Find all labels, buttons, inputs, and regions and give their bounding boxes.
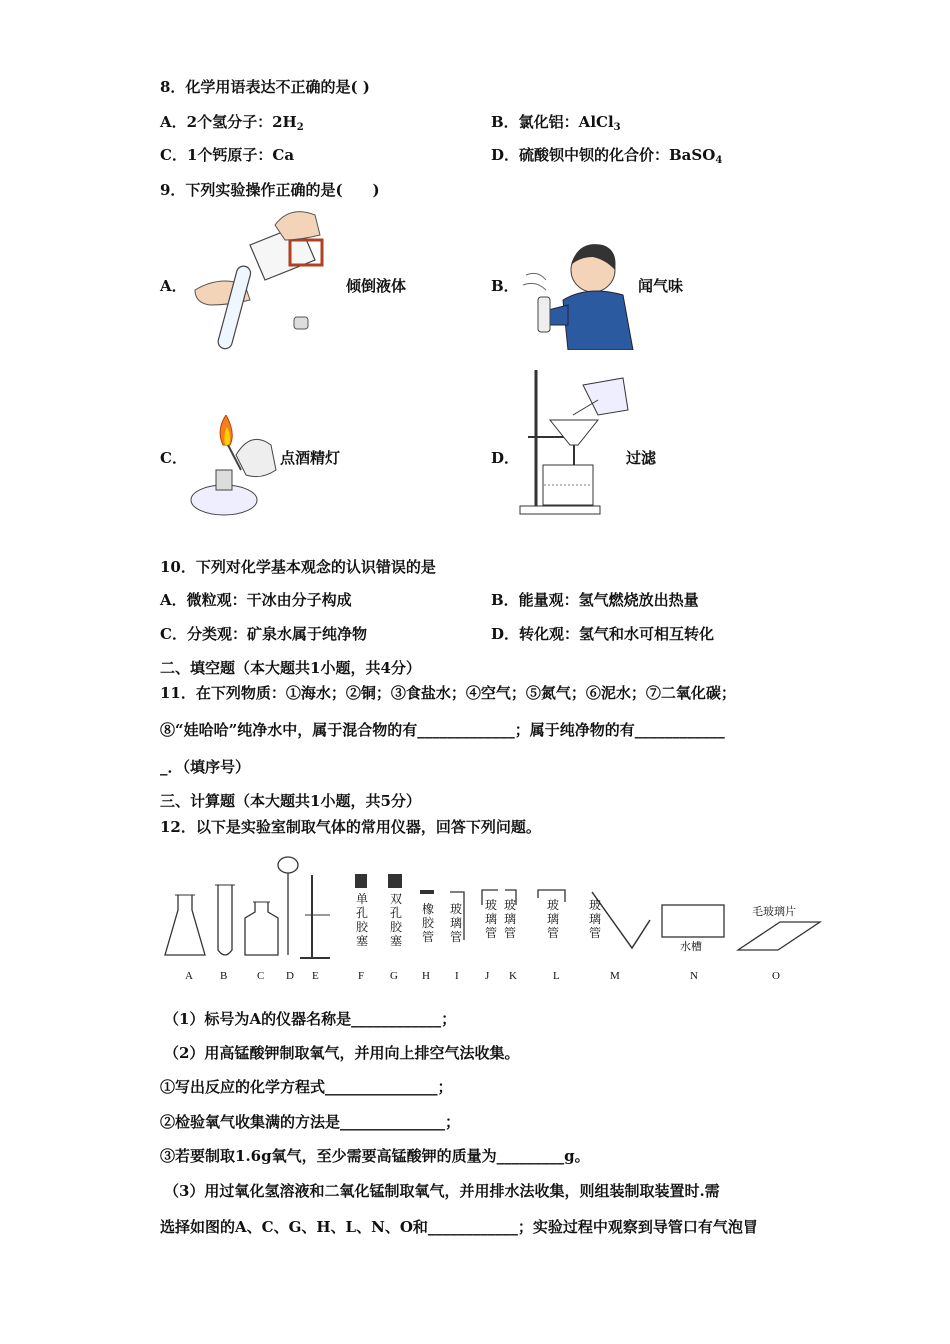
q8-stem: 8．化学用语表达不正确的是( ) (160, 78, 370, 96)
q9-option-a-caption: 倾倒液体 (346, 277, 407, 295)
q11-line-1: 11．在下列物质：①海水；②铜；③食盐水；④空气；⑤氮气；⑥泥水；⑦二氧化碳； (160, 684, 736, 702)
label-o-text: 毛玻璃片 (752, 905, 796, 918)
q12-part-2-c: ③若要制取1.6g氧气，至少需要高锰酸钾的质量为_________g。 (160, 1147, 590, 1165)
q11-line-3: _．（填序号） (160, 758, 251, 776)
apparatus-label-d: D (286, 970, 294, 982)
label-i-text: 玻璃管 (449, 902, 462, 944)
apparatus-label-h: H (422, 970, 430, 982)
apparatus-label-i: I (455, 970, 459, 982)
apparatus-label-l: L (553, 970, 560, 982)
q10-option-b: B．能量观：氢气燃烧放出热量 (491, 591, 699, 609)
q12-part-2: （2）用高锰酸钾制取氧气，并用向上排空气法收集。 (164, 1044, 520, 1062)
q9-option-a-letter: A． (160, 277, 187, 295)
smelling-gas-illustration (518, 235, 638, 350)
label-m-text: 玻璃管 (588, 898, 601, 940)
q9-option-b-letter: B． (491, 277, 519, 295)
apparatus-label-b: B (220, 970, 228, 982)
q12-part-1: （1）标号为A的仪器名称是____________； (164, 1010, 457, 1028)
q8-option-b: B．氯化铝：AlCl$_3$ (491, 113, 621, 133)
rubber-tube-h (420, 890, 434, 894)
q9-option-d-caption: 过滤 (626, 449, 657, 467)
apparatus-label-a: A (185, 970, 193, 982)
q8-option-c: C．1个钙原子：Ca (160, 146, 295, 164)
q10-stem: 10．下列对化学基本观念的认识错误的是 (160, 558, 436, 576)
double-hole-stopper-g (388, 874, 402, 888)
q11-line-2: ⑧“娃哈哈”纯净水中，属于混合物的有_____________；属于纯净物的有____________ (160, 721, 725, 739)
q10-option-c: C．分类观：矿泉水属于纯净物 (160, 625, 367, 643)
single-hole-stopper-f (355, 874, 367, 888)
water-trough-n (662, 905, 724, 937)
apparatus-label-k: K (509, 970, 517, 982)
q12-part-3-line-1: （3）用过氧化氢溶液和二氧化锰制取氧气，并用排水法收集，则组装制取装置时.需 (164, 1182, 720, 1200)
q12-part-2-b: ②检验氧气收集满的方法是______________； (160, 1113, 461, 1131)
label-k-text: 玻璃管 (503, 898, 516, 940)
apparatus-label-o: O (772, 970, 780, 982)
q9-option-b-caption: 闻气味 (638, 277, 684, 295)
funnel-d-bulb (278, 857, 298, 873)
lighting-alcohol-lamp-illustration (186, 415, 286, 520)
label-n-text: 水槽 (680, 940, 702, 953)
q9-option-d-letter: D． (491, 449, 520, 467)
glass-slide-o (738, 922, 820, 950)
q12-part-3-line-2: 选择如图的A、C、G、H、L、N、O和____________；实验过程中观察到导管口有气泡冒 (160, 1218, 758, 1236)
q8-option-d: D．硫酸钡中钡的化合价：BaSO$_4$ (491, 146, 723, 166)
q9-option-c-caption: 点酒精灯 (280, 449, 341, 467)
label-h-text: 橡胶管 (421, 902, 434, 944)
apparatus-label-m: M (610, 970, 620, 982)
apparatus-label-n: N (690, 970, 698, 982)
label-l-text: 玻璃管 (546, 898, 559, 940)
q10-option-a: A．微粒观：干冰由分子构成 (160, 591, 352, 609)
label-g-text: 双孔胶塞 (389, 892, 402, 948)
label-f-text: 单孔胶塞 (355, 892, 368, 948)
conical-flask-a (165, 895, 205, 955)
q8-option-a: A．2个氢分子：$2H_2$ (160, 113, 304, 133)
apparatus-label-c: C (257, 970, 265, 982)
q9-option-c-letter: C． (160, 449, 187, 467)
test-tube-b (218, 885, 232, 955)
apparatus-label-f: F (358, 970, 365, 982)
gas-bottle-c (245, 902, 278, 955)
q12-stem: 12．以下是实验室制取气体的常用仪器，回答下列问题。 (160, 818, 541, 836)
label-j-text: 玻璃管 (484, 898, 497, 940)
pouring-liquid-illustration (190, 205, 340, 355)
q9-stem: 9．下列实验操作正确的是( ) (160, 181, 380, 199)
apparatus-label-g: G (390, 970, 398, 982)
apparatus-label-e: E (312, 970, 319, 982)
section-2-heading: 二、填空题（本大题共1小题，共4分） (160, 659, 421, 677)
q10-option-d: D．转化观：氢气和水可相互转化 (491, 625, 715, 643)
section-3-heading: 三、计算题（本大题共1小题，共5分） (160, 792, 421, 810)
q12-part-2-a: ①写出反应的化学方程式_______________； (160, 1078, 453, 1096)
filtration-illustration (518, 370, 630, 520)
apparatus-label-j: J (485, 970, 490, 982)
